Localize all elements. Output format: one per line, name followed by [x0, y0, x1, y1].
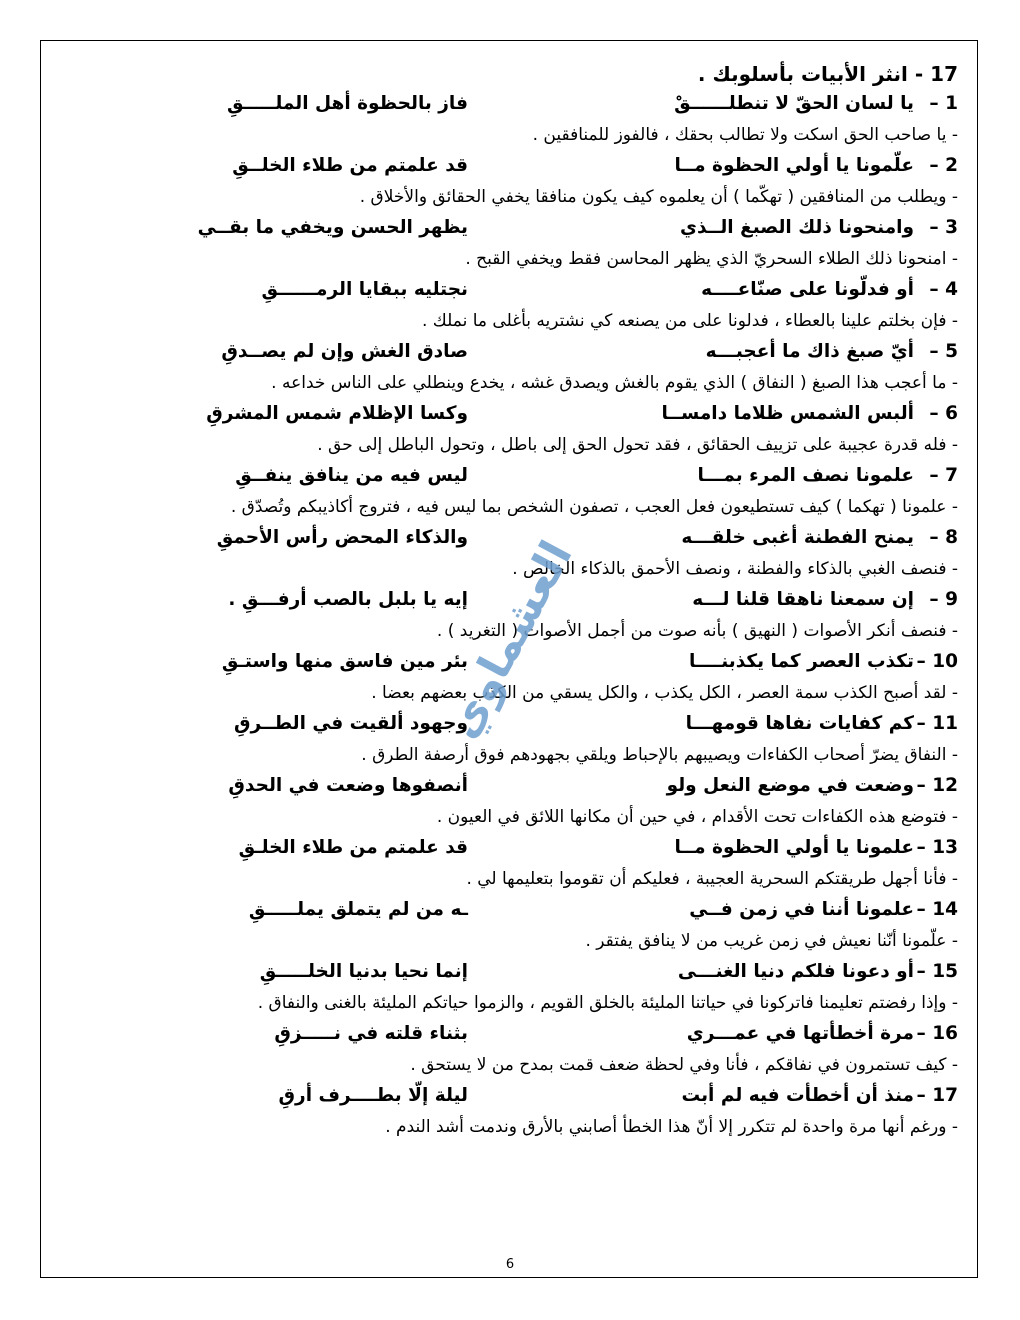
- verse-line: [48, 90, 958, 121]
- verse-first-hemistich: إن سمعنا ناهقا قلنا لـــه: [692, 589, 914, 610]
- verse-second-hemistich: إيه يا بلبل بالصب أرفـــقِ .: [228, 589, 468, 610]
- verse-first-hemistich: أو دعونا فلكم دنيا الغنـــى: [677, 961, 914, 982]
- prose-line: - فإن بخلتم علينا بالعطاء ، فدلونا على من يصنعه كي نشتريه بأغلى ما نملك .: [421, 311, 958, 331]
- verse-second-hemistich: فاز بالحظوة أهل الملـــــقِ: [227, 93, 468, 114]
- verse-second-hemistich: قد علمتم من طلاء الخلــقِ: [232, 155, 468, 176]
- verse-line: [48, 214, 958, 245]
- verse-line: [48, 958, 958, 989]
- prose-line: - فله قدرة عجيبة على تزييف الحقائق ، فقد تحول الحق إلى باطل ، وتحول الباطل إلى حق .: [317, 435, 958, 455]
- verse-line: [48, 338, 958, 369]
- verse-line: [48, 834, 958, 865]
- verse-second-hemistich: إنما نحيا بدنيا الخلـــــقِ: [259, 961, 468, 982]
- prose-line: - فتوضع هذه الكفاءات تحت الأقدام ، في حين أن مكانها اللائق في العيون .: [436, 807, 958, 827]
- watermark: العشماوي: [436, 532, 583, 747]
- verse-number: 4 –: [929, 279, 958, 300]
- verse-first-hemistich: علمونا نصف المرء بمـــا: [697, 465, 914, 486]
- verse-first-hemistich: أيّ صبغ ذاك ما أعجبـــه: [705, 341, 914, 362]
- prose-line: - فأنا أجهل طريقتكم السحرية العجيبة ، فعليكم أن تقوموا بتعليمها لي .: [466, 869, 958, 889]
- prose-line: - ورغم أنها مرة واحدة لم تتكرر إلا أنّ هذا الخطأ أصابني بالأرق وندمت أشد الندم .: [385, 1117, 958, 1137]
- verse-first-hemistich: كم كفايات نفاها قومهـــا: [685, 713, 914, 734]
- verse-number: 5 –: [929, 341, 958, 362]
- verse-line: [48, 462, 958, 493]
- verse-first-hemistich: يا لسان الحقّ لا تنطلــــــقْ: [674, 93, 914, 114]
- verse-second-hemistich: ـه من لم يتملق يملـــــقِ: [248, 899, 468, 920]
- verse-first-hemistich: وامنحونا ذلك الصبغ الــذي: [680, 217, 914, 238]
- verse-number: 12 –: [916, 775, 958, 796]
- page-number: 6: [505, 1257, 515, 1272]
- prose-line: - علمونا ( تهكما ) كيف تستطيعون فعل العجب ، تصفون الشخص بما ليس فيه ، فتروج أكاذيبكم وتُصدّق .: [230, 497, 958, 517]
- verse-number: 9 –: [929, 589, 958, 610]
- verse-number: 14 –: [916, 899, 958, 920]
- verse-number: 7 –: [929, 465, 958, 486]
- verse-first-hemistich: ألبس الشمس ظلاما دامســا: [661, 403, 914, 424]
- verse-first-hemistich: منذ أن أخطأت فيه لم أبت: [681, 1085, 914, 1106]
- verse-first-hemistich: وضعت في موضع النعل ولو: [666, 775, 914, 796]
- prose-line: - وإذا رفضتم تعليمنا فاتركونا في حياتنا المليئة بالخلق القويم ، والزموا حياتكم المليئة بالغنى والنفاق .: [257, 993, 958, 1013]
- verse-second-hemistich: يظهر الحسن ويخفي ما بقــي: [197, 217, 468, 238]
- prose-line: - فنصف أنكر الأصوات ( النهيق ) بأنه صوت من أجمل الأصوات ( التغريد ) .: [436, 621, 958, 641]
- prose-line: - كيف تستمرون في نفاقكم ، فأنا وفي لحظة ضعف قمت بمدح من لا يستحق .: [410, 1055, 958, 1075]
- verse-line: [48, 1020, 958, 1051]
- exercise-title: 17 - انثر الأبيات بأسلوبك .: [697, 62, 958, 86]
- verse-second-hemistich: وجهود ألقيت في الطــرقِ: [233, 713, 468, 734]
- verse-number: 15 –: [916, 961, 958, 982]
- verse-first-hemistich: يمنح الفطنة أغبى خلقـــه: [681, 527, 914, 548]
- prose-line: - لقد أصبح الكذب سمة العصر ، الكل يكذب ، والكل يسقي من الكذب بعضهم بعضا .: [371, 683, 958, 703]
- verse-first-hemistich: علمونا يا أولي الحظوة مــا: [674, 837, 914, 858]
- verse-second-hemistich: ليلة إلّا بطــــرف أرقِ: [278, 1085, 468, 1106]
- verse-number: 8 –: [929, 527, 958, 548]
- verse-line: [48, 772, 958, 803]
- prose-line: - النفاق يضرّ أصحاب الكفاءات ويصيبهم بالإحباط ويلقي بجهودهم فوق أرصفة الطرق .: [361, 745, 958, 765]
- verse-number: 2 –: [929, 155, 958, 176]
- verse-number: 6 –: [929, 403, 958, 424]
- verse-line: [48, 400, 958, 431]
- verse-first-hemistich: أو فدلّونا على صنّاعــــه: [701, 279, 914, 300]
- verse-line: [48, 152, 958, 183]
- verse-second-hemistich: بثناء قلته في نـــــزقِ: [274, 1023, 468, 1044]
- verse-second-hemistich: بئر مين فاسق منها واستـقِ: [221, 651, 468, 672]
- prose-line: - ويطلب من المنافقين ( تهكّما ) أن يعلموه كيف يكون منافقا يخفي الحقائق والأخلاق .: [359, 187, 958, 207]
- verse-second-hemistich: ليس فيه من ينافق ينفــقِ: [235, 465, 468, 486]
- verse-number: 10 –: [916, 651, 958, 672]
- verse-second-hemistich: قد علمتم من طلاء الخلـقِ: [238, 837, 468, 858]
- prose-line: - ما أعجب هذا الصبغ ( النفاق ) الذي يقوم بالغش ويصدق غشه ، يخدع وينطلي على الناس خداعه .: [271, 373, 958, 393]
- verse-second-hemistich: نجتليه ببقايا الرمــــــقِ: [261, 279, 468, 300]
- verse-first-hemistich: مرة أخطأتها في عمـــري: [686, 1023, 914, 1044]
- verse-line: [48, 276, 958, 307]
- verse-first-hemistich: تكذب العصر كما يكذبنــــا: [688, 651, 914, 672]
- verse-second-hemistich: وكسا الإظلام شمس المشرقِ: [206, 403, 468, 424]
- prose-line: - فنصف الغبي بالذكاء والفطنة ، ونصف الأحمق بالذكاء الخالص .: [512, 559, 958, 579]
- verse-first-hemistich: علّمونا يا أولي الحظوة مــا: [674, 155, 914, 176]
- verse-number: 3 –: [929, 217, 958, 238]
- verse-line: [48, 896, 958, 927]
- verse-second-hemistich: والذكاء المحض رأس الأحمقِ: [216, 527, 468, 548]
- verse-number: 16 –: [916, 1023, 958, 1044]
- verse-first-hemistich: علمونا أننا في زمن فــي: [689, 899, 914, 920]
- verse-number: 13 –: [916, 837, 958, 858]
- prose-line: - امنحونا ذلك الطلاء السحريّ الذي يظهر المحاسن فقط ويخفي القبح .: [465, 249, 958, 269]
- prose-line: - علّمونا أنّنا نعيش في زمن غريب من لا ينافق يفتقر .: [585, 931, 958, 951]
- verse-second-hemistich: أنصفوها وضعت في الحدقِ: [228, 775, 468, 796]
- verse-second-hemistich: صادق الغش وإن لم يصــدقِ: [221, 341, 468, 362]
- verse-number: 17 –: [916, 1085, 958, 1106]
- prose-line: - يا صاحب الحق اسكت ولا تطالب بحقك ، فالفوز للمنافقين .: [532, 125, 958, 145]
- verse-line: [48, 1082, 958, 1113]
- verse-number: 11 –: [916, 713, 958, 734]
- verse-number: 1 –: [929, 93, 958, 114]
